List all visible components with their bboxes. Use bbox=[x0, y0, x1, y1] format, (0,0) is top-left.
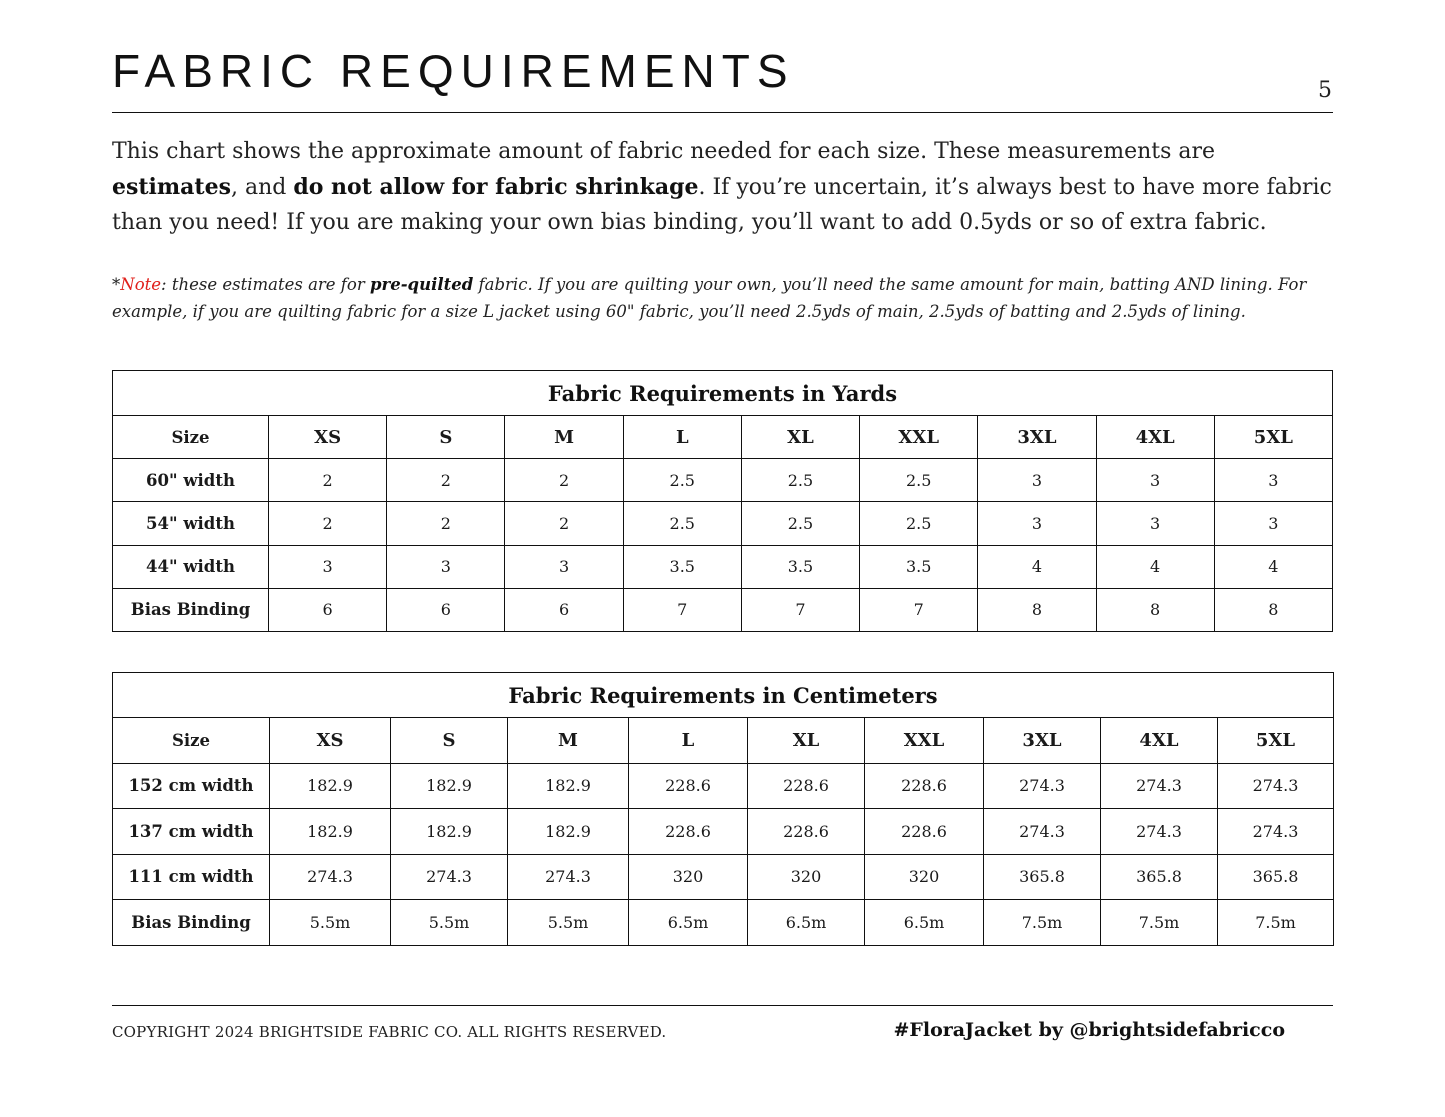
note-label: Note bbox=[120, 275, 162, 294]
yards-cell: 4 bbox=[978, 545, 1096, 588]
yards-size-header: S bbox=[387, 416, 505, 459]
cm-cell: 182.9 bbox=[270, 809, 391, 855]
page-number: 5 bbox=[1318, 78, 1332, 103]
cm-cell: 274.3 bbox=[1218, 763, 1334, 809]
cm-header-row bbox=[113, 718, 1334, 764]
cm-row-label: Bias Binding bbox=[113, 900, 270, 946]
cm-cell: 7.5m bbox=[1101, 900, 1218, 946]
cm-size-header: S bbox=[391, 718, 508, 764]
yards-cell: 3.5 bbox=[741, 545, 859, 588]
yards-cell: 2 bbox=[505, 502, 623, 545]
yards-size-header: XXL bbox=[860, 416, 978, 459]
note-star: * bbox=[112, 275, 121, 294]
centimeters-table-body bbox=[113, 673, 1334, 946]
cm-cell: 182.9 bbox=[508, 763, 629, 809]
cm-size-header: 5XL bbox=[1218, 718, 1334, 764]
note-paragraph bbox=[112, 271, 1347, 325]
intro-paragraph bbox=[112, 134, 1337, 241]
cm-cell: 320 bbox=[865, 854, 984, 900]
yards-cell: 2 bbox=[387, 459, 505, 502]
cm-cell: 228.6 bbox=[865, 763, 984, 809]
cm-cell: 5.5m bbox=[508, 900, 629, 946]
cm-cell: 274.3 bbox=[1101, 809, 1218, 855]
yards-table bbox=[112, 370, 1333, 632]
intro-text-2: , and bbox=[230, 174, 294, 200]
intro-text-3: . If you’re uncertain, it’s always best to have more fabric than you need! If you are making your own bias binding, you’ll want to add 0.5yds or so of extra fabric. bbox=[112, 174, 1332, 235]
cm-cell: 320 bbox=[748, 854, 865, 900]
yards-cell: 3 bbox=[1096, 459, 1214, 502]
yards-size-header: 5XL bbox=[1214, 416, 1332, 459]
cm-caption: Fabric Requirements in Centimeters bbox=[113, 673, 1334, 718]
cm-cell: 274.3 bbox=[1218, 809, 1334, 855]
yards-cell: 8 bbox=[1214, 588, 1332, 631]
cm-cell: 5.5m bbox=[270, 900, 391, 946]
yards-cell: 2.5 bbox=[623, 502, 741, 545]
yards-cell: 2 bbox=[505, 459, 623, 502]
yards-cell: 3.5 bbox=[623, 545, 741, 588]
cm-cell: 365.8 bbox=[1218, 854, 1334, 900]
yards-cell: 8 bbox=[1096, 588, 1214, 631]
copyright-text: COPYRIGHT 2024 BRIGHTSIDE FABRIC CO. ALL RIGHTS RESERVED. bbox=[112, 1023, 667, 1041]
cm-size-header: XL bbox=[748, 718, 865, 764]
cm-size-label: Size bbox=[113, 718, 270, 764]
yards-cell: 3 bbox=[1096, 502, 1214, 545]
cm-cell: 320 bbox=[629, 854, 748, 900]
note-text-2: fabric. If you are quilting your own, you’ll need the same amount for main, batting AND lining. For example, if you are quilting fabric for a size L jacket using 60" fabric, you’ll need 2.5yds of main, 2.5yds of batting and 2.5yds of lining. bbox=[112, 275, 1307, 321]
yards-row bbox=[113, 459, 1333, 502]
cm-cell: 182.9 bbox=[391, 809, 508, 855]
yards-cell: 2 bbox=[269, 502, 387, 545]
yards-size-header: 4XL bbox=[1096, 416, 1214, 459]
cm-cell: 228.6 bbox=[748, 763, 865, 809]
cm-cell: 274.3 bbox=[508, 854, 629, 900]
yards-cell: 3 bbox=[978, 502, 1096, 545]
cm-cell: 274.3 bbox=[984, 763, 1101, 809]
cm-cell: 5.5m bbox=[391, 900, 508, 946]
yards-size-header: 3XL bbox=[978, 416, 1096, 459]
cm-cell: 182.9 bbox=[270, 763, 391, 809]
cm-cell: 6.5m bbox=[865, 900, 984, 946]
yards-cell: 7 bbox=[741, 588, 859, 631]
cm-cell: 228.6 bbox=[748, 809, 865, 855]
cm-row bbox=[113, 900, 1334, 946]
yards-cell: 8 bbox=[978, 588, 1096, 631]
yards-cell: 2 bbox=[387, 502, 505, 545]
cm-cell: 182.9 bbox=[391, 763, 508, 809]
yards-caption: Fabric Requirements in Yards bbox=[113, 371, 1333, 416]
centimeters-table bbox=[112, 672, 1334, 946]
intro-bold-2: do not allow for fabric shrinkage bbox=[293, 173, 699, 200]
cm-size-header: M bbox=[508, 718, 629, 764]
yards-size-header: XS bbox=[269, 416, 387, 459]
yards-header-row bbox=[113, 416, 1333, 459]
yards-cell: 3 bbox=[1214, 502, 1332, 545]
cm-row-label: 137 cm width bbox=[113, 809, 270, 855]
yards-size-label: Size bbox=[113, 416, 269, 459]
header-divider bbox=[112, 112, 1333, 113]
cm-caption-row bbox=[113, 673, 1334, 718]
yards-row bbox=[113, 502, 1333, 545]
yards-cell: 3 bbox=[269, 545, 387, 588]
yards-size-header: XL bbox=[741, 416, 859, 459]
cm-row bbox=[113, 809, 1334, 855]
cm-row-label: 152 cm width bbox=[113, 763, 270, 809]
yards-cell: 3 bbox=[505, 545, 623, 588]
yards-cell: 3 bbox=[978, 459, 1096, 502]
cm-size-header: XXL bbox=[865, 718, 984, 764]
cm-cell: 7.5m bbox=[1218, 900, 1334, 946]
yards-cell: 6 bbox=[505, 588, 623, 631]
yards-size-header: L bbox=[623, 416, 741, 459]
intro-text-1: This chart shows the approximate amount of fabric needed for each size. These measurements are bbox=[112, 139, 1216, 164]
yards-cell: 3.5 bbox=[860, 545, 978, 588]
yards-size-header: M bbox=[505, 416, 623, 459]
yards-cell: 4 bbox=[1096, 545, 1214, 588]
cm-cell: 228.6 bbox=[629, 763, 748, 809]
yards-cell: 2.5 bbox=[860, 459, 978, 502]
yards-table-body bbox=[113, 371, 1333, 632]
cm-cell: 274.3 bbox=[984, 809, 1101, 855]
cm-row bbox=[113, 854, 1334, 900]
yards-cell: 6 bbox=[387, 588, 505, 631]
cm-cell: 182.9 bbox=[508, 809, 629, 855]
yards-cell: 4 bbox=[1214, 545, 1332, 588]
yards-cell: 3 bbox=[387, 545, 505, 588]
footer-divider bbox=[112, 1005, 1333, 1006]
yards-cell: 6 bbox=[269, 588, 387, 631]
yards-cell: 7 bbox=[860, 588, 978, 631]
cm-size-header: 4XL bbox=[1101, 718, 1218, 764]
cm-cell: 274.3 bbox=[1101, 763, 1218, 809]
intro-bold-1: estimates bbox=[112, 173, 231, 200]
hashtag-credit: #FloraJacket by @brightsidefabricco bbox=[893, 1019, 1285, 1041]
cm-cell: 7.5m bbox=[984, 900, 1101, 946]
cm-cell: 228.6 bbox=[865, 809, 984, 855]
yards-cell: 7 bbox=[623, 588, 741, 631]
cm-cell: 6.5m bbox=[629, 900, 748, 946]
yards-cell: 2.5 bbox=[860, 502, 978, 545]
yards-row bbox=[113, 588, 1333, 631]
yards-row-label: Bias Binding bbox=[113, 588, 269, 631]
yards-row-label: 54" width bbox=[113, 502, 269, 545]
cm-size-header: L bbox=[629, 718, 748, 764]
yards-cell: 3 bbox=[1214, 459, 1332, 502]
cm-cell: 228.6 bbox=[629, 809, 748, 855]
yards-row-label: 60" width bbox=[113, 459, 269, 502]
yards-cell: 2.5 bbox=[741, 502, 859, 545]
cm-size-header: 3XL bbox=[984, 718, 1101, 764]
cm-cell: 274.3 bbox=[270, 854, 391, 900]
cm-cell: 6.5m bbox=[748, 900, 865, 946]
yards-cell: 2 bbox=[269, 459, 387, 502]
note-bold: pre-quilted bbox=[369, 275, 474, 294]
cm-row-label: 111 cm width bbox=[113, 854, 270, 900]
note-text-1: : these estimates are for bbox=[161, 275, 370, 294]
yards-cell: 2.5 bbox=[741, 459, 859, 502]
cm-row bbox=[113, 763, 1334, 809]
yards-caption-row bbox=[113, 371, 1333, 416]
cm-cell: 365.8 bbox=[1101, 854, 1218, 900]
yards-row bbox=[113, 545, 1333, 588]
page-title: FABRIC REQUIREMENTS bbox=[112, 45, 795, 97]
yards-row-label: 44" width bbox=[113, 545, 269, 588]
cm-cell: 365.8 bbox=[984, 854, 1101, 900]
yards-cell: 2.5 bbox=[623, 459, 741, 502]
cm-size-header: XS bbox=[270, 718, 391, 764]
cm-cell: 274.3 bbox=[391, 854, 508, 900]
